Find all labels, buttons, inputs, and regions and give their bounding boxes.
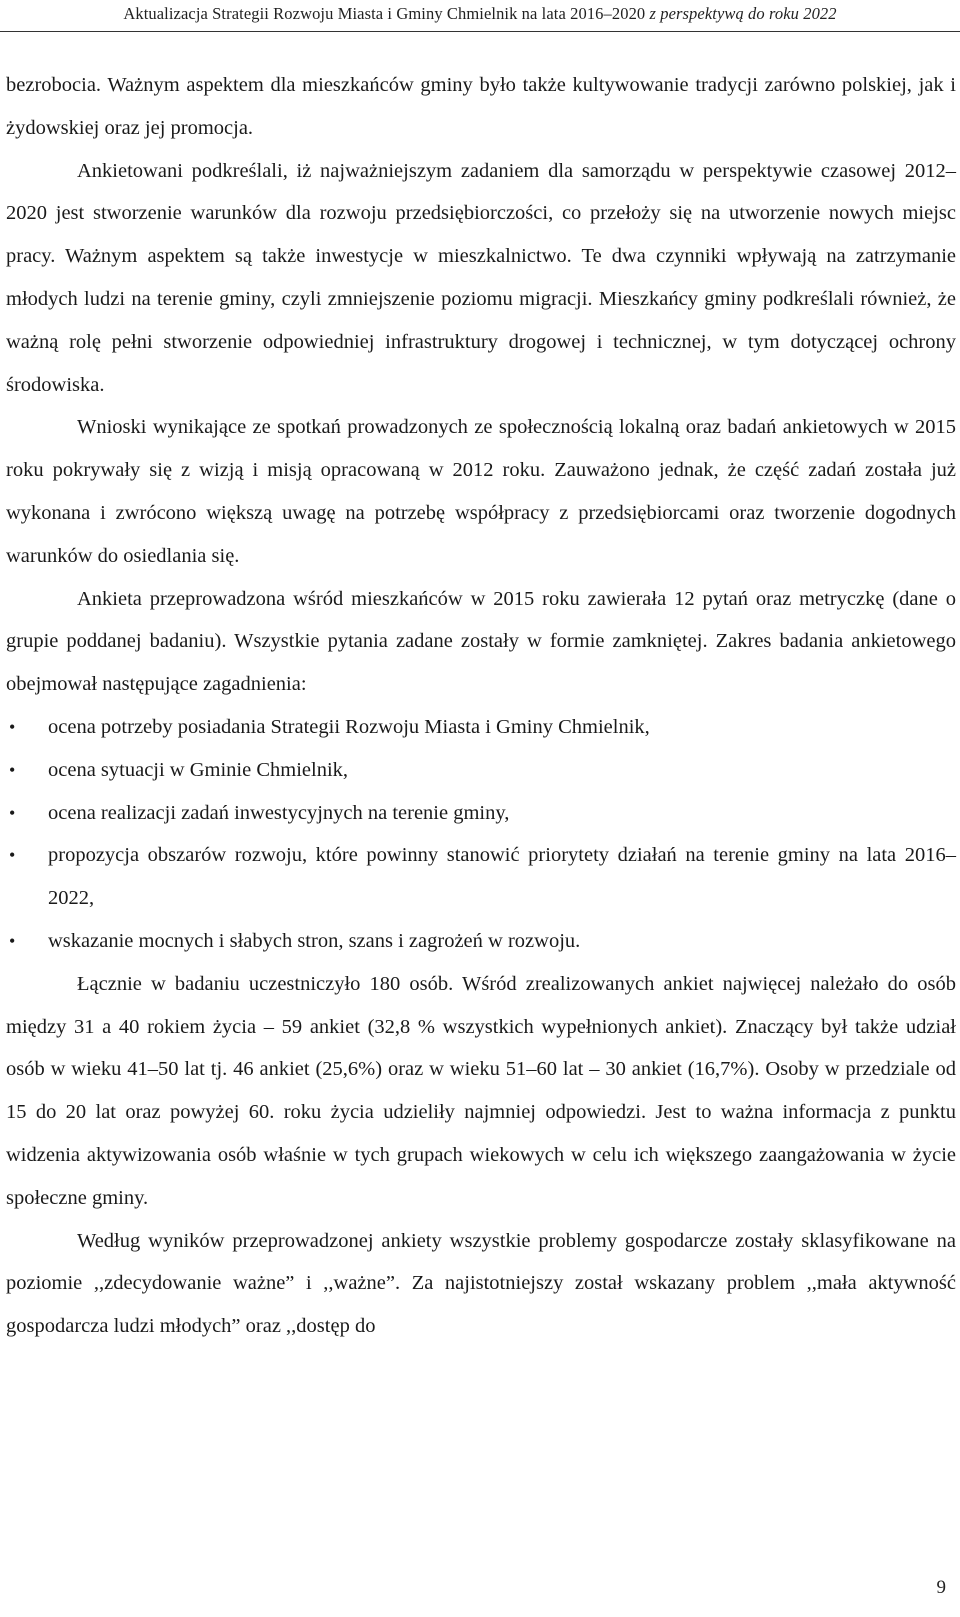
header-title: Aktualizacja Strategii Rozwoju Miasta i Gminy Chmielnik na lata 2016–2020 [123, 4, 650, 23]
list-item: • propozycja obszarów rozwoju, które powinny stanowić priorytety działań na terenie gminy na lata 2016–2022, [6, 834, 956, 920]
list-item: • wskazanie mocnych i słabych stron, szans i zagrożeń w rozwoju. [6, 920, 956, 963]
list-item: • ocena potrzeby posiadania Strategii Rozwoju Miasta i Gminy Chmielnik, [6, 706, 956, 749]
paragraph-participants: Łącznie w badaniu uczestniczyło 180 osób. Wśród zrealizowanych ankiet najwięcej należało do osób między 31 a 40 rokiem życia – 59 ankiet (32,8 % wszystkich wypełnionych ankiet). Znaczący był także udział osób w wieku 41–50 lat tj. 46 ankiet (25,6%) oraz w wieku 51–60 lat – 30 ankiet (16,7%). Osoby w przedziale od 15 do 20 lat oraz powyżej 60. roku życia udzieliły najmniej odpowiedzi. Jest to ważna informacja z punktu widzenia aktywizowania osób właśnie w tych grupach wiekowych w celu ich większego zaangażowania w życie społeczne gminy. [6, 972, 956, 1209]
page-header [0, 4, 960, 24]
paragraph-priorities: Ankietowani podkreślali, iż najważniejszym zadaniem dla samorządu w perspektywie czasowej 2012–2020 jest stworzenie warunków dla rozwoju przedsiębiorczości, co przełoży się na utworzenie nowych miejsc pracy. Ważnym aspektem są także inwestycje w mieszkalnictwo. Te dwa czynniki wpływają na zatrzymanie młodych ludzi na terenie gminy, czyli zmniejszenie poziomu migracji. Mieszkańcy gminy podkreślali również, że ważną rolę pełni stworzenie odpowiedniej infrastruktury drogowej i technicznej, w tym dotyczącej ochrony środowiska. [6, 159, 956, 396]
bullet-icon: • [9, 802, 16, 823]
paragraph-continuation: bezrobocia. Ważnym aspektem dla mieszkańców gminy było także kultywowanie tradycji zarówno polskiej, jak i żydowskiej oraz jej promocja. [6, 74, 956, 139]
bullet-icon: • [9, 845, 16, 866]
list-item: • ocena realizacji zadań inwestycyjnych na terenie gminy, [6, 792, 956, 835]
header-divider [0, 31, 960, 32]
bullet-icon: • [9, 759, 16, 780]
document-body [6, 64, 956, 1348]
bullet-icon: • [9, 716, 16, 737]
page-number: 9 [936, 1577, 946, 1598]
header-title-italic: z perspektywą do roku 2022 [649, 4, 837, 23]
paragraph-survey-scope: Ankieta przeprowadzona wśród mieszkańców w 2015 roku zawierała 12 pytań oraz metryczkę (dane o grupie poddanej badaniu). Wszystkie pytania zadane zostały w formie zamkniętej. Zakres badania ankietowego obejmował następujące zagadnienia: [6, 587, 956, 696]
paragraph-conclusions: Wnioski wynikające ze spotkań prowadzonych ze społecznością lokalną oraz badań ankietowych w 2015 roku pokrywały się z wizją i misją opracowaną w 2012 roku. Zauważono jednak, że część zadań została już wykonana i zwrócono większą uwagę na potrzebę współpracy z przedsiębiorcami oraz tworzenie dogodnych warunków do osiedlania się. [6, 416, 956, 567]
list-item: • ocena sytuacji w Gminie Chmielnik, [6, 749, 956, 792]
survey-topics-list [6, 706, 956, 963]
paragraph-economic-problems: Według wyników przeprowadzonej ankiety wszystkie problemy gospodarcze zostały sklasyfikowane na poziomie ,,zdecydowanie ważne” i ,,ważne”. Za najistotniejszy został wskazany problem ,,mała aktywność gospodarcza ludzi młodych” oraz ,,dostęp do [6, 1229, 956, 1338]
bullet-icon: • [9, 930, 16, 951]
